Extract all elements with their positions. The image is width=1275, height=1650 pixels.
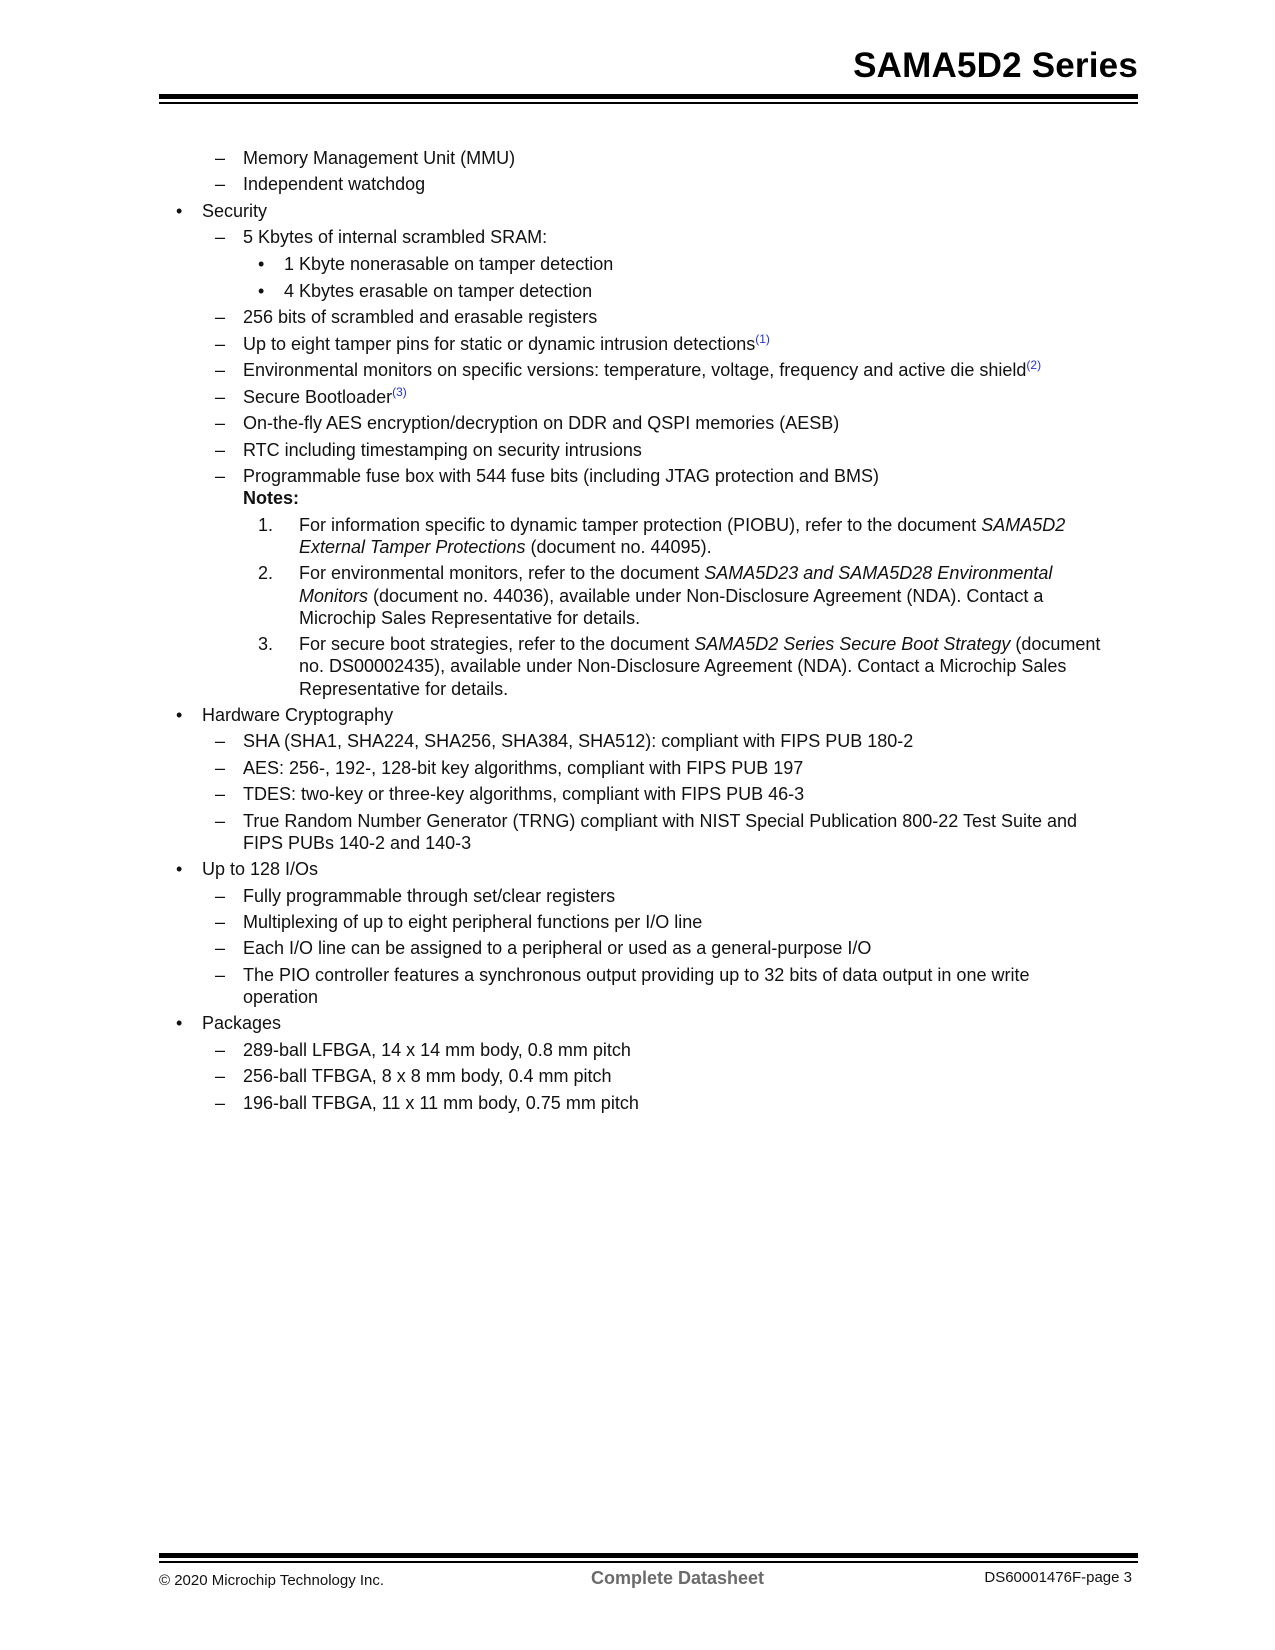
header-rule-thin [159,102,1138,104]
dash-marker: – [215,938,226,958]
footnote-ref-1[interactable]: (1) [755,332,770,346]
list-item-security: Security [202,201,268,221]
list-item-sram: 5 Kbytes of internal scrambled SRAM: [243,227,548,247]
note-number: 2. [258,563,274,583]
footer-page-number: DS60001476F-page 3 [984,1569,1132,1586]
list-item-trng-line-1: True Random Number Generator (TRNG) compliant with NIST Special Publication 800-22 Test Suite and [243,811,1078,831]
list-item-package-tfbga196: 196-ball TFBGA, 11 x 11 mm body, 0.75 mm pitch [243,1093,639,1113]
dash-marker: – [215,811,226,831]
list-item-pio-line-2: operation [243,987,319,1007]
dash-marker: – [215,912,226,932]
bullet-marker: • [258,281,265,301]
footer-rule-thin [159,1561,1138,1563]
note-3-line-2: no. DS00002435), available under Non-Disclosure Agreement (NDA). Contact a Microchip Sales [299,656,1067,676]
dash-marker: – [215,1066,226,1086]
list-item-aesb: On-the-fly AES encryption/decryption on DDR and QSPI memories (AESB) [243,413,840,433]
list-item-io: Up to 128 I/Os [202,859,319,879]
note-2-line-1: For environmental monitors, refer to the document SAMA5D23 and SAMA5D28 Environmental [299,563,1053,583]
list-item-packages: Packages [202,1013,282,1033]
list-item-mmu: Memory Management Unit (MMU) [243,148,516,168]
dash-marker: – [215,731,226,751]
footer-copyright: © 2020 Microchip Technology Inc. [159,1572,385,1589]
list-item-env-monitors: Environmental monitors on specific versions: temperature, voltage, frequency and active die shield$^{(2)}$ [243,358,1042,380]
dash-marker: – [215,227,226,247]
list-item-pio-line-1: The PIO controller features a synchronous output providing up to 32 bits of data output in one write [243,965,1030,985]
list-item-package-tfbga256: 256-ball TFBGA, 8 x 8 mm body, 0.4 mm pitch [243,1066,612,1086]
list-item-secure-bootloader: Secure Bootloader$^{(3)}$ [243,385,407,407]
dash-marker: – [215,466,226,486]
dash-marker: – [215,758,226,778]
list-item-crypto: Hardware Cryptography [202,705,394,725]
list-item-trng-line-2: FIPS PUBs 140-2 and 140-3 [243,833,472,853]
dash-marker: – [215,148,226,168]
dash-marker: – [215,1040,226,1060]
note-number: 3. [258,634,274,654]
note-1-line-1: For information specific to dynamic tamper protection (PIOBU), refer to the document SAMA5D2 [299,515,1066,535]
page-title: SAMA5D2 Series [853,46,1138,85]
list-item-fuse-box: Programmable fuse box with 544 fuse bits (including JTAG protection and BMS) [243,466,879,486]
list-item-sha: SHA (SHA1, SHA224, SHA256, SHA384, SHA512): compliant with FIPS PUB 180-2 [243,731,914,751]
list-item-tamper-pins: Up to eight tamper pins for static or dynamic intrusion detections$^{(1)}$ [243,332,770,354]
dash-marker: – [215,334,226,354]
dash-marker: – [215,307,226,327]
dash-marker: – [215,965,226,985]
footnote-ref-2[interactable]: (2) [1026,358,1042,372]
list-item-watchdog: Independent watchdog [243,174,426,194]
note-3-line-3: Representative for details. [299,679,509,699]
list-item-sram-erasable: 4 Kbytes erasable on tamper detection [284,281,593,301]
list-item-registers: 256 bits of scrambled and erasable registers [243,307,598,327]
bullet-marker: • [176,201,183,221]
list-item-rtc: RTC including timestamping on security intrusions [243,440,642,460]
dash-marker: – [215,387,226,407]
note-1-line-2: External Tamper Protections (document no. 44095). [299,537,712,557]
dash-marker: – [215,360,226,380]
notes-label: Notes: [243,488,300,508]
list-item-aes: AES: 256-, 192-, 128-bit key algorithms, compliant with FIPS PUB 197 [243,758,804,778]
dash-marker: – [215,886,226,906]
note-2-line-3: Microchip Sales Representative for details. [299,608,641,628]
dash-marker: – [215,1093,226,1113]
note-3-line-1: For secure boot strategies, refer to the document SAMA5D2 Series Secure Boot Strategy (document [299,634,1101,654]
list-item-io-assign: Each I/O line can be assigned to a peripheral or used as a general-purpose I/O [243,938,872,958]
note-number: 1. [258,515,274,535]
dash-marker: – [215,413,226,433]
list-item-io-mux: Multiplexing of up to eight peripheral functions per I/O line [243,912,703,932]
list-item-package-lfbga289: 289-ball LFBGA, 14 x 14 mm body, 0.8 mm pitch [243,1040,631,1060]
footer-doc-type: Complete Datasheet [591,1568,765,1588]
list-item-tdes: TDES: two-key or three-key algorithms, compliant with FIPS PUB 46-3 [243,784,805,804]
footnote-ref-3[interactable]: (3) [392,385,407,399]
bullet-marker: • [258,254,265,274]
dash-marker: – [215,784,226,804]
list-item-io-programmable: Fully programmable through set/clear registers [243,886,616,906]
dash-marker: – [215,440,226,460]
dash-marker: – [215,174,226,194]
header-rule-thick [159,94,1138,99]
note-2-line-2: Monitors (document no. 44036), available under Non-Disclosure Agreement (NDA). Contact a [299,586,1044,606]
footer-rule-thick [159,1553,1138,1558]
list-item-sram-nonerasable: 1 Kbyte nonerasable on tamper detection [284,254,614,274]
bullet-marker: • [176,705,183,725]
bullet-marker: • [176,859,183,879]
bullet-marker: • [176,1013,183,1033]
